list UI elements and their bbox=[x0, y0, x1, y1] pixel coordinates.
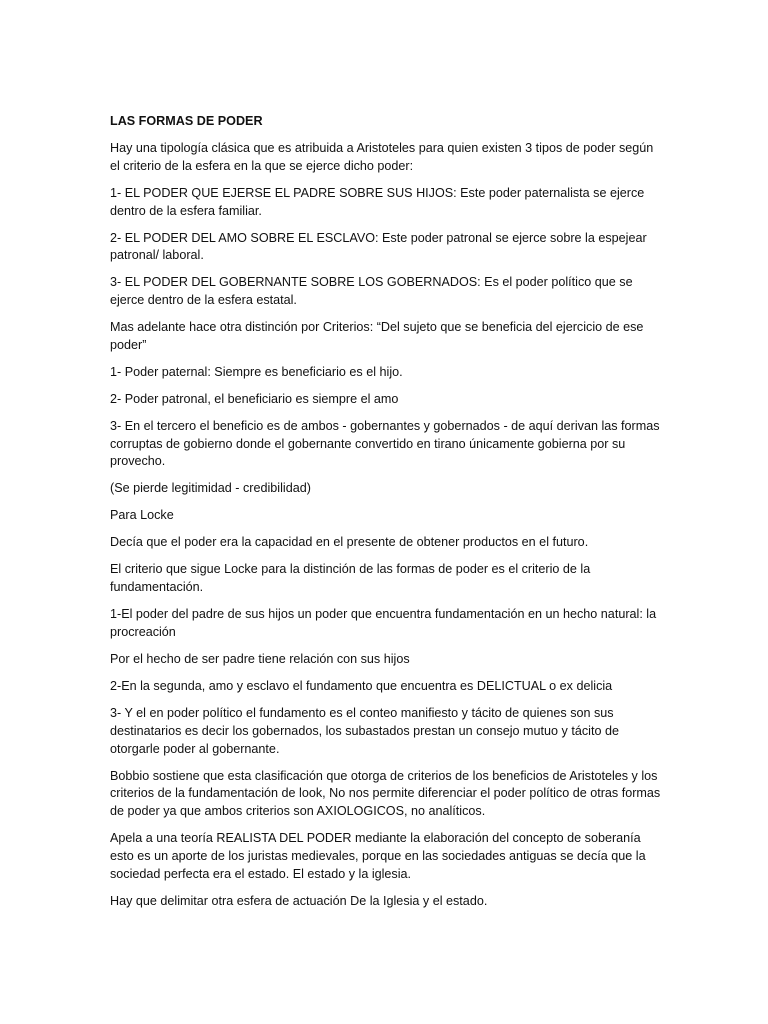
document-body bbox=[110, 113, 662, 920]
paragraph-legitimacy-note: (Se pierde legitimidad - credibilidad) bbox=[110, 481, 311, 496]
paragraph-locke-criterion: El criterio que sigue Locke para la distinción de las formas de poder es el criterio de la fundamentación. bbox=[110, 562, 591, 595]
paragraph-locke-heading: Para Locke bbox=[110, 508, 174, 523]
paragraph-church-state: Hay que delimitar otra esfera de actuación De la Iglesia y el estado. bbox=[110, 893, 488, 908]
paragraph-beneficiary-1: 1- Poder paternal: Siempre es beneficiario es el hijo. bbox=[110, 364, 403, 379]
paragraph-locke-power-2: 2-En la segunda, amo y esclavo el fundamento que encuentra es DELICTUAL o ex delicia bbox=[110, 678, 613, 693]
paragraph-beneficiary-2: 2- Poder patronal, el beneficiario es siempre el amo bbox=[110, 391, 399, 406]
paragraph-aristotle-power-2: 2- EL PODER DEL AMO SOBRE EL ESCLAVO: Este poder patronal se ejerce sobre la espejear patronal/ laboral. bbox=[110, 230, 647, 263]
document-title: LAS FORMAS DE PODER bbox=[110, 114, 263, 128]
paragraph-aristotle-power-3: 3- EL PODER DEL GOBERNANTE SOBRE LOS GOBERNADOS: Es el poder político que se ejerce dentro de la esfera estatal. bbox=[110, 275, 633, 308]
paragraph-intro: Hay una tipología clásica que es atribuida a Aristoteles para quien existen 3 tipos de poder según el criterio de la esfera en la que se ejerce dicho poder: bbox=[110, 140, 654, 173]
paragraph-bobbio: Bobbio sostiene que esta clasificación que otorga de criterios de los beneficios de Aristoteles y los criterios de la fundamentación de look, No nos permite diferenciar el poder político de otras formas de poder ya que ambos criterios son AXIOLOGICOS, no analíticos. bbox=[110, 768, 661, 819]
paragraph-criteria: Mas adelante hace otra distinción por Criterios: “Del sujeto que se beneficia del ejercicio de ese poder” bbox=[110, 320, 644, 352]
paragraph-realist-theory: Apela a una teoría REALISTA DEL PODER mediante la elaboración del concepto de soberanía esto es un aporte de los juristas medievales, porque en las sociedades antiguas se decía que la sociedad perfecta era el estado. El estado y la iglesia. bbox=[110, 831, 646, 881]
paragraph-locke-definition: Decía que el poder era la capacidad en el presente de obtener productos en el futuro. bbox=[110, 535, 589, 550]
paragraph-locke-power-1: 1-El poder del padre de sus hijos un poder que encuentra fundamentación en un hecho natural: la procreación bbox=[110, 607, 657, 639]
paragraph-father-relation: Por el hecho de ser padre tiene relación con sus hijos bbox=[110, 651, 410, 666]
paragraph-beneficiary-3: 3- En el tercero el beneficio es de ambos - gobernantes y gobernados - de aquí derivan las formas corruptas de gobierno donde el gobernante convertido en tirano únicamente gobierna por su provecho. bbox=[110, 418, 660, 469]
paragraph-locke-power-3: 3- Y el en poder político el fundamento es el conteo manifiesto y tácito de quienes son sus destinatarios es decir los gobernados, los subastados prestan un consejo mutuo y tácito de otorgarle poder al gobernante. bbox=[110, 705, 619, 756]
paragraph-aristotle-power-1: 1- EL PODER QUE EJERSE EL PADRE SOBRE SUS HIJOS: Este poder paternalista se ejerce dentro de la esfera familiar. bbox=[110, 185, 645, 218]
